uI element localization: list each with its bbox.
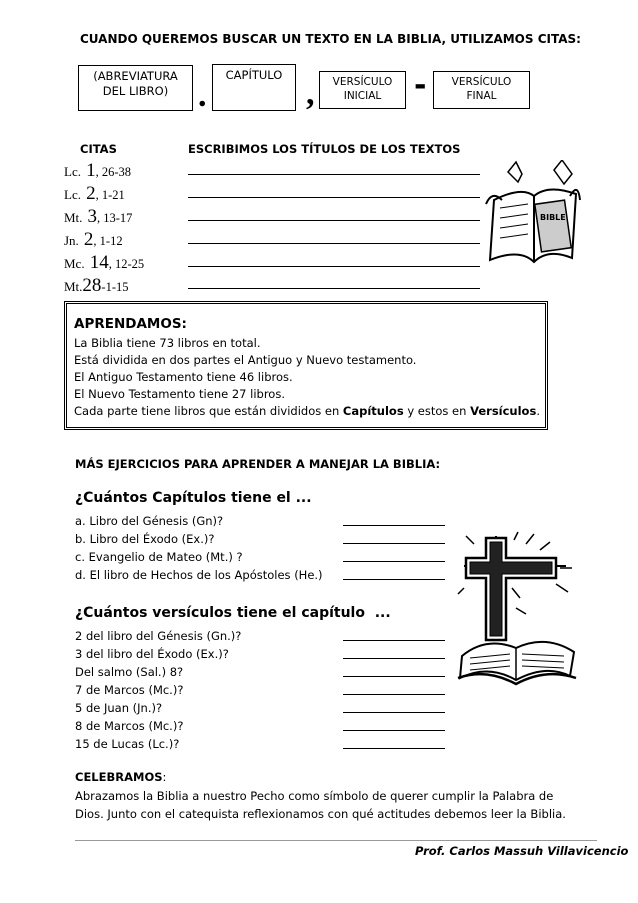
citation-row: Lc. 2, 1-21 [64,183,125,204]
question2-title: ¿Cuántos versículos tiene el capítulo ... [75,605,391,621]
citation-row: Mt. 3, 13-17 [64,206,133,227]
answer-line[interactable] [343,561,445,562]
verse-end-line1: VERSÍCULO [451,76,512,88]
citation-row: Lc. 1, 26-38 [64,160,131,181]
question2-list [75,627,241,753]
celebrate-text [75,787,566,823]
verse-start-line1: VERSÍCULO [332,76,393,88]
question2-item: 3 del libro del Éxodo (Ex.)? [75,647,229,661]
question1-list [75,512,323,584]
celebrate-line: Abrazamos la Biblia a nuestro Pecho como símbolo de querer cumplir la Palabra de [75,789,554,803]
book-box-line2: DEL LIBRO) [102,84,169,98]
title-answer-line[interactable] [188,197,480,198]
exercises-title: MÁS EJERCICIOS PARA APRENDER A MANEJAR LA BIBLIA: [75,457,441,471]
title-answer-line[interactable] [188,243,480,244]
footer-divider [75,840,597,841]
answer-line[interactable] [343,748,445,749]
question1-item: b. Libro del Éxodo (Ex.)? [75,532,215,546]
learn-line-last: Cada parte tiene libros que están divididos en Capítulos y estos en Versículos. [74,404,540,418]
titles-column-header: ESCRIBIMOS LOS TÍTULOS DE LOS TEXTOS [188,142,461,156]
learn-line: Está dividida en dos partes el Antiguo y Nuevo testamento. [74,353,417,367]
verse-end-box [433,71,530,109]
question2-item: 15 de Lucas (Lc.)? [75,737,180,751]
learn-line: El Antiguo Testamento tiene 46 libros. [74,370,293,384]
verse-start-line2: INICIAL [343,90,382,102]
question1-item: a. Libro del Génesis (Gn)? [75,514,224,528]
learn-title: APRENDAMOS: [74,316,187,332]
title-answer-line[interactable] [188,174,480,175]
title-answer-line[interactable] [188,266,480,267]
dot-separator: . [198,77,207,114]
bible-label: BIBLE [540,213,566,222]
question2-item: Del salmo (Sal.) 8? [75,665,184,679]
question2-item: 8 de Marcos (Mc.)? [75,719,184,733]
answer-line[interactable] [343,658,445,659]
question2-item: 5 de Juan (Jn.)? [75,701,163,715]
reading-bible-icon [482,160,582,270]
dash-separator: - [414,68,427,103]
answer-line[interactable] [343,730,445,731]
answer-line[interactable] [343,712,445,713]
verse-start-box [319,71,406,109]
question1-title: ¿Cuántos Capítulos tiene el ... [75,490,312,506]
answer-line[interactable] [343,640,445,641]
title-answer-line[interactable] [188,288,480,289]
verse-end-line2: FINAL [466,90,497,102]
title-answer-line[interactable] [188,220,480,221]
question2-item: 2 del libro del Génesis (Gn.)? [75,629,242,643]
question2-item: 7 de Marcos (Mc.)? [75,683,184,697]
citas-column-header: CITAS [80,142,117,156]
chapter-box [212,64,296,111]
answer-line[interactable] [343,525,445,526]
celebrate-line: Dios. Junto con el catequista reflexionamos con qué actitudes debemos leer la Biblia. [75,807,566,821]
learn-content [74,335,540,420]
page-title: CUANDO QUEREMOS BUSCAR UN TEXTO EN LA BIBLIA, UTILIZAMOS CITAS: [80,32,581,46]
answer-line[interactable] [343,694,445,695]
citation-row: Mt.28-1-15 [64,275,129,296]
footer-author: Prof. Carlos Massuh Villavicencio [415,844,629,858]
learn-line: El Nuevo Testamento tiene 27 libros. [74,387,285,401]
celebrate-title: CELEBRAMOS: [75,770,167,784]
answer-line[interactable] [343,676,445,677]
answer-line[interactable] [343,579,445,580]
chapter-box-label: CAPÍTULO [225,68,283,82]
cross-bible-icon [456,528,578,688]
question1-item: c. Evangelio de Mateo (Mt.) ? [75,550,243,564]
citation-row: Jn. 2, 1-12 [64,229,123,250]
book-abbreviation-box [78,65,193,111]
question1-item: d. El libro de Hechos de los Apóstoles (He.) [75,568,323,582]
learn-line: La Biblia tiene 73 libros en total. [74,336,261,350]
book-box-line1: (ABREVIATURA [93,69,178,83]
comma-separator: , [306,75,315,112]
answer-line[interactable] [343,543,445,544]
citation-list [64,160,144,298]
citation-row: Mc. 14, 12-25 [64,252,145,273]
